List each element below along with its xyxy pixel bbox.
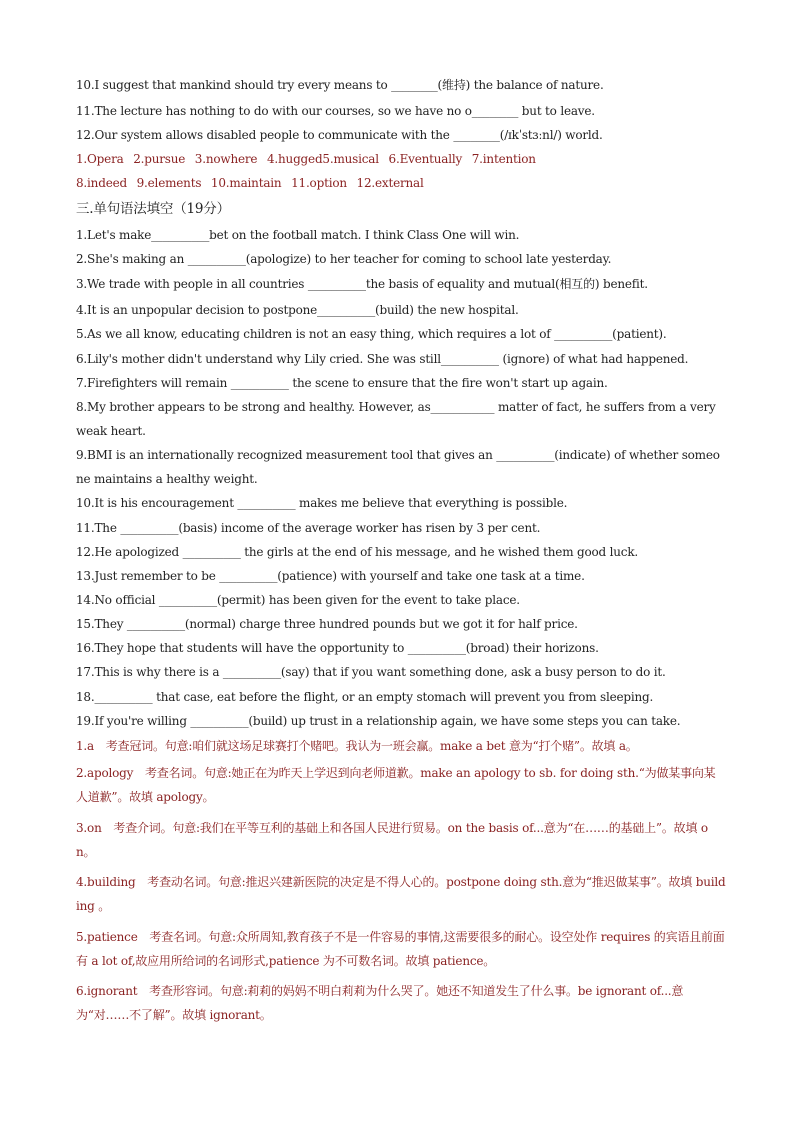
grammar-question: 19.If you're willing __________(build) up trust in a relationship again, we have some steps you can take. bbox=[76, 714, 681, 728]
grammar-question: 8.My brother appears to be strong and healthy. However, as___________ matter of fact, he suffers from a very weak heart. bbox=[76, 400, 716, 438]
grammar-question: 17.This is why there is a __________(say) that if you want something done, ask a busy person to do it. bbox=[76, 665, 666, 679]
grammar-answer: 3.on 考查介词。句意:我们在平等互利的基础上和各国人民进行贸易。on the basis of...意为“在……的基础上”。故填 on。 bbox=[76, 821, 708, 859]
vocab-answer: 10.maintain bbox=[210, 176, 282, 190]
section-title: 三.单句语法填空（19分） bbox=[76, 201, 230, 217]
vocab-answer: 2.pursue bbox=[133, 152, 186, 166]
grammar-question: 3.We trade with people in all countries __________the basis of equality and mutual(相互的) benefit. bbox=[76, 277, 648, 291]
vocab-answer: 4.hugged5.musical bbox=[266, 152, 379, 166]
grammar-answer: 6.ignorant 考查形容词。句意:莉莉的妈妈不明白莉莉为什么哭了。她还不知道发生了什么事。be ignorant of...意为“对……不了解”。故填 ignorant。 bbox=[76, 984, 684, 1022]
vocab-question: 11.The lecture has nothing to do with our courses, so we have no o________ but to leave. bbox=[76, 104, 595, 118]
grammar-question: 2.She's making an __________(apologize) to her teacher for coming to school late yesterday. bbox=[76, 252, 612, 266]
grammar-question: 10.It is his encouragement __________ makes me believe that everything is possible. bbox=[76, 496, 568, 510]
vocab-question: 12.Our system allows disabled people to communicate with the ________(/ɪkˈstɜːnl/) world. bbox=[76, 128, 603, 142]
vocab-answer: 6.Eventually bbox=[388, 152, 463, 166]
vocab-question: 10.I suggest that mankind should try every means to ________(维持) the balance of nature. bbox=[76, 78, 604, 92]
vocab-answer: 3.nowhere bbox=[194, 152, 258, 166]
grammar-question: 18.__________ that case, eat before the flight, or an empty stomach will prevent you from sleeping. bbox=[76, 690, 654, 704]
grammar-question: 5.As we all know, educating children is not an easy thing, which requires a lot of __________(patient). bbox=[76, 327, 667, 341]
grammar-question: 12.He apologized __________ the girls at the end of his message, and he wished them good luck. bbox=[76, 545, 639, 559]
grammar-question: 7.Firefighters will remain __________ the scene to ensure that the fire won't start up again. bbox=[76, 376, 608, 390]
grammar-question: 11.The __________(basis) income of the average worker has risen by 3 per cent. bbox=[76, 521, 541, 535]
vocab-answer: 11.option bbox=[291, 176, 347, 190]
vocab-answer: 12.external bbox=[356, 176, 424, 190]
grammar-answer: 1.a 考查冠词。句意:咱们就这场足球赛打个赌吧。我认为一班会赢。make a bet 意为“打个赌”。故填 a。 bbox=[76, 739, 638, 753]
vocab-answer: 1.Opera bbox=[76, 152, 124, 166]
grammar-question: 1.Let's make__________bet on the football match. I think Class One will win. bbox=[76, 228, 520, 242]
vocab-answer: 9.elements bbox=[136, 176, 202, 190]
grammar-question: 9.BMI is an internationally recognized measurement tool that gives an __________(indicate) of whether someone maintains a healthy weight. bbox=[76, 448, 720, 486]
grammar-question: 15.They __________(normal) charge three hundred pounds but we got it for half price. bbox=[76, 617, 578, 631]
grammar-question: 16.They hope that students will have the opportunity to __________(broad) their horizons. bbox=[76, 641, 599, 655]
vocab-answer: 7.intention bbox=[471, 152, 536, 166]
vocab-answer: 8.indeed bbox=[76, 176, 127, 190]
vocab-answers-row-2 bbox=[76, 171, 726, 195]
grammar-question: 4.It is an unpopular decision to postpone__________(build) the new hospital. bbox=[76, 303, 519, 317]
grammar-answer: 5.patience 考查名词。句意:众所周知,教育孩子不是一件容易的事情,这需要很多的耐心。设空处作 requires 的宾语且前面有 a lot of,故应用所给词的名词形式,patience 为不可数名词。故填 patience。 bbox=[76, 930, 725, 968]
grammar-question: 13.Just remember to be __________(patience) with yourself and take one task at a time. bbox=[76, 569, 585, 583]
grammar-answer: 4.building 考查动名词。句意:推迟兴建新医院的决定是不得人心的。postpone doing sth.意为“推迟做某事”。故填 building 。 bbox=[76, 875, 726, 913]
vocab-answers-row-1 bbox=[76, 147, 726, 171]
grammar-answer: 2.apology 考查名词。句意:她正在为昨天上学迟到向老师道歉。make an apology to sb. for doing sth.“为做某事向某人道歉”。故填 apology。 bbox=[76, 766, 716, 804]
grammar-question: 14.No official __________(permit) has been given for the event to take place. bbox=[76, 593, 520, 607]
grammar-question: 6.Lily's mother didn't understand why Lily cried. She was still__________ (ignore) of what had happened. bbox=[76, 352, 689, 366]
